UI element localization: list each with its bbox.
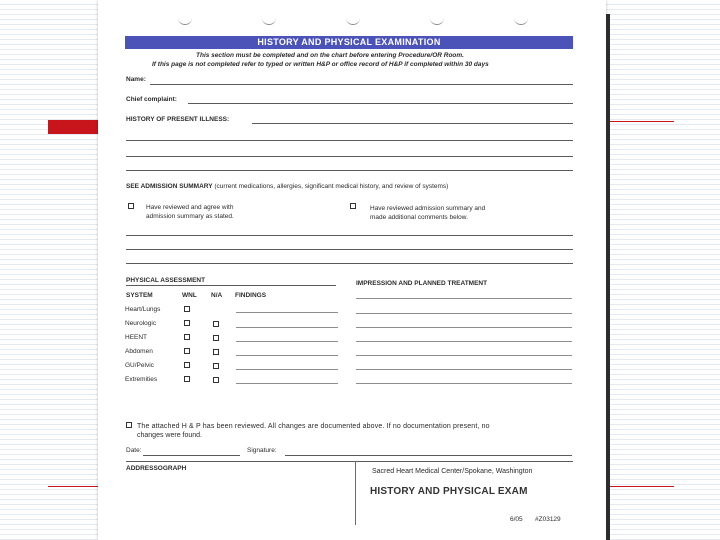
findings-field-line[interactable] bbox=[236, 341, 338, 342]
wnl-checkbox[interactable] bbox=[184, 306, 190, 312]
name-label: Name: bbox=[126, 76, 146, 83]
attestation-line-2: changes were found. bbox=[137, 432, 202, 439]
findings-field-line[interactable] bbox=[236, 312, 338, 313]
red-accent-line-bottom-right bbox=[610, 486, 674, 487]
impression-label: IMPRESSION AND PLANNED TREATMENT bbox=[356, 280, 488, 287]
impression-field-line[interactable] bbox=[356, 313, 572, 314]
na-checkbox[interactable] bbox=[213, 363, 219, 369]
admission-summary-label: SEE ADMISSION SUMMARY bbox=[126, 183, 213, 190]
reviewed-agree-line-1: Have reviewed and agree with bbox=[146, 204, 234, 211]
date-label: Date: bbox=[126, 447, 142, 454]
form-title: HISTORY AND PHYSICAL EXAMINATION bbox=[125, 36, 573, 49]
wnl-checkbox[interactable] bbox=[184, 334, 190, 340]
signature-label: Signature: bbox=[247, 447, 277, 454]
attestation-checkbox[interactable] bbox=[126, 422, 132, 428]
reviewed-agree-checkbox[interactable] bbox=[128, 203, 134, 209]
form-number: #Z03129 bbox=[535, 516, 561, 523]
red-accent-line-right bbox=[610, 121, 674, 122]
comments-field-line[interactable] bbox=[126, 263, 573, 264]
footer-top-rule bbox=[126, 461, 573, 462]
signature-field[interactable] bbox=[285, 455, 572, 456]
addressograph-divider bbox=[355, 461, 356, 525]
exam-title: HISTORY AND PHYSICAL EXAM bbox=[370, 486, 528, 497]
na-checkbox[interactable] bbox=[213, 335, 219, 341]
column-findings-header: FINDINGS bbox=[235, 292, 267, 299]
form-note-line-2: If this page is not completed refer to typed or written H&P or office record of H&P if completed within 30 days bbox=[152, 61, 489, 68]
name-field[interactable] bbox=[150, 84, 573, 85]
hospital-name: Sacred Heart Medical Center/Spokane, Washington bbox=[372, 468, 533, 475]
hpi-field-line[interactable] bbox=[252, 123, 573, 124]
admission-summary-note: (current medications, allergies, significant medical history, and review of systems) bbox=[214, 183, 449, 190]
hpi-label: HISTORY OF PRESENT ILLNESS: bbox=[126, 116, 230, 123]
impression-field-line[interactable] bbox=[356, 383, 572, 384]
chief-complaint-label: Chief complaint: bbox=[126, 96, 177, 103]
wnl-checkbox[interactable] bbox=[184, 348, 190, 354]
red-accent-bar-left bbox=[48, 120, 98, 134]
hpi-field-line[interactable] bbox=[126, 156, 573, 157]
red-accent-line-bottom-left bbox=[48, 486, 98, 487]
chief-complaint-field[interactable] bbox=[188, 103, 573, 104]
hpi-field-line[interactable] bbox=[126, 170, 573, 171]
impression-field-line[interactable] bbox=[356, 327, 572, 328]
na-checkbox[interactable] bbox=[213, 349, 219, 355]
reviewed-comments-checkbox[interactable] bbox=[350, 203, 356, 209]
physical-assessment-underline bbox=[126, 285, 336, 286]
column-wnl-header: WNL bbox=[182, 292, 197, 299]
findings-field-line[interactable] bbox=[236, 369, 338, 370]
system-row-label: HEENT bbox=[125, 334, 148, 341]
date-field[interactable] bbox=[143, 455, 240, 456]
impression-field-line[interactable] bbox=[356, 298, 572, 299]
findings-field-line[interactable] bbox=[236, 383, 338, 384]
na-checkbox[interactable] bbox=[213, 321, 219, 327]
system-row-label: Heart/Lungs bbox=[125, 306, 161, 313]
form-paper bbox=[98, 0, 606, 540]
comments-field-line[interactable] bbox=[126, 235, 573, 236]
hpi-field-line[interactable] bbox=[126, 140, 573, 141]
reviewed-agree-line-2: admission summary as stated. bbox=[146, 213, 234, 220]
system-row-label: Neurologic bbox=[125, 320, 157, 327]
reviewed-comments-line-1: Have reviewed admission summary and bbox=[370, 205, 486, 212]
wnl-checkbox[interactable] bbox=[184, 362, 190, 368]
column-system-header: SYSTEM bbox=[126, 292, 153, 299]
comments-field-line[interactable] bbox=[126, 249, 573, 250]
form-date: 6/05 bbox=[510, 516, 523, 523]
form-note-line-1: This section must be completed and on the chart before entering Procedure/OR Room. bbox=[196, 52, 464, 59]
impression-field-line[interactable] bbox=[356, 341, 572, 342]
addressograph-label: ADDRESSOGRAPH bbox=[126, 465, 187, 472]
na-checkbox[interactable] bbox=[213, 377, 219, 383]
admission-summary-row bbox=[126, 183, 448, 190]
wnl-checkbox[interactable] bbox=[184, 320, 190, 326]
findings-field-line[interactable] bbox=[236, 355, 338, 356]
paper-edge-shadow bbox=[606, 14, 610, 540]
system-row-label: Extremities bbox=[125, 376, 158, 383]
reviewed-comments-line-2: made additional comments below. bbox=[370, 214, 468, 221]
impression-field-line[interactable] bbox=[356, 369, 572, 370]
attestation-line-1: The attached H & P has been reviewed. All changes are documented above. If no documentation present, no bbox=[137, 423, 490, 430]
system-row-label: Abdomen bbox=[125, 348, 153, 355]
impression-field-line[interactable] bbox=[356, 355, 572, 356]
physical-assessment-label: PHYSICAL ASSESSMENT bbox=[126, 277, 206, 284]
column-na-header: N/A bbox=[211, 292, 223, 299]
findings-field-line[interactable] bbox=[236, 327, 338, 328]
wnl-checkbox[interactable] bbox=[184, 376, 190, 382]
system-row-label: GU/Pelvic bbox=[125, 362, 154, 369]
